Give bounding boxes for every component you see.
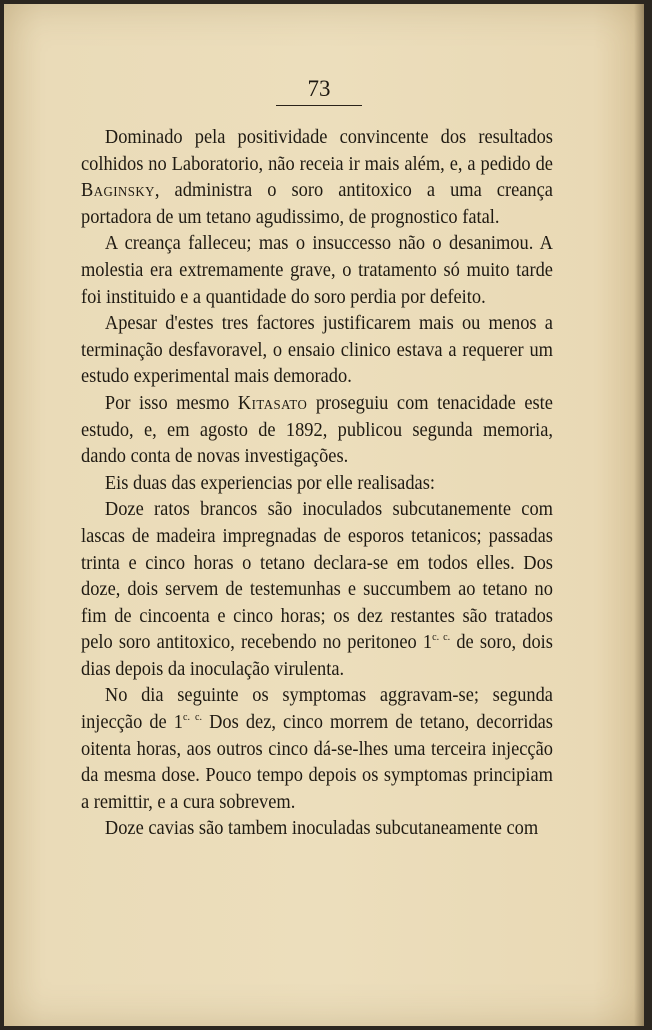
unit-superscript: c. c. xyxy=(183,711,203,724)
text-run: Dos dez, cinco morrem de tetano, decorridas oitenta horas, aos outros cinco dá-se-lhes uma terceira injecção da mesma dose. Pouco tempo depois os symptomas principiam a remittir, e a cura sobrevem. xyxy=(81,711,553,813)
text-run: Doze ratos brancos são inoculados subcutanemente com lascas de madeira impregnadas de esporos tetanicos; passadas trinta e cinco horas o tetano declara-se em todos elles. Dos doze, dois servem de testemunhas e succumbem ao tetano no fim de cincoenta e cinco horas; os dez restantes são tratados pelo soro antitoxico, recebendo no peritoneo 1 xyxy=(81,498,553,654)
text-run: Por isso mesmo xyxy=(104,391,238,414)
author-name: Baginsky xyxy=(81,179,155,202)
text-run: Apesar d'estes tres factores justificarem mais ou menos a terminação desfavoravel, o ensaio clinico estava a requerer um estudo experimental mais demorado. xyxy=(81,312,553,388)
text-run: de soro, dois dias depois da inoculação virulenta. xyxy=(81,631,553,680)
paragraph xyxy=(81,230,553,310)
book-page xyxy=(4,4,644,1026)
paragraph xyxy=(81,496,553,682)
text-run: Dominado pela positividade convincente dos resultados colhidos no Laboratorio, não receia ir mais além, e, a pedido de xyxy=(81,126,553,175)
text-run: Doze cavias são tambem inoculadas subcutaneamente com xyxy=(104,817,539,840)
paragraph xyxy=(81,815,553,842)
paragraph xyxy=(81,124,553,230)
paragraph xyxy=(81,682,553,815)
text-run: , administra o soro antitoxico a uma creança portadora de um tetano agudissimo, de prognostico fatal. xyxy=(81,179,553,228)
text-run: No dia seguinte os symptomas aggravam-se; segunda injecção de 1 xyxy=(81,684,553,734)
paragraph xyxy=(81,310,553,390)
paragraph xyxy=(81,390,553,470)
page-edge-shadow xyxy=(634,4,644,1026)
text-run: A creança falleceu; mas o insuccesso não o desanimou. A molestia era extremamente grave, o tratamento só muito tarde foi instituido e a quantidade do soro perdia por defeito. xyxy=(81,232,553,308)
paragraph xyxy=(81,470,553,497)
text-run: proseguiu com tenacidade este estudo, e, em agosto de 1892, publicou segunda memoria, dando conta de novas investigações. xyxy=(81,391,553,468)
page-number: 73 xyxy=(307,76,331,101)
body-text xyxy=(81,124,553,842)
text-run: Eis duas das experiencias por elle realisadas: xyxy=(104,471,435,494)
unit-superscript: c. c. xyxy=(432,631,451,644)
header-rule xyxy=(276,105,362,106)
author-name: Kitasato xyxy=(237,391,308,414)
